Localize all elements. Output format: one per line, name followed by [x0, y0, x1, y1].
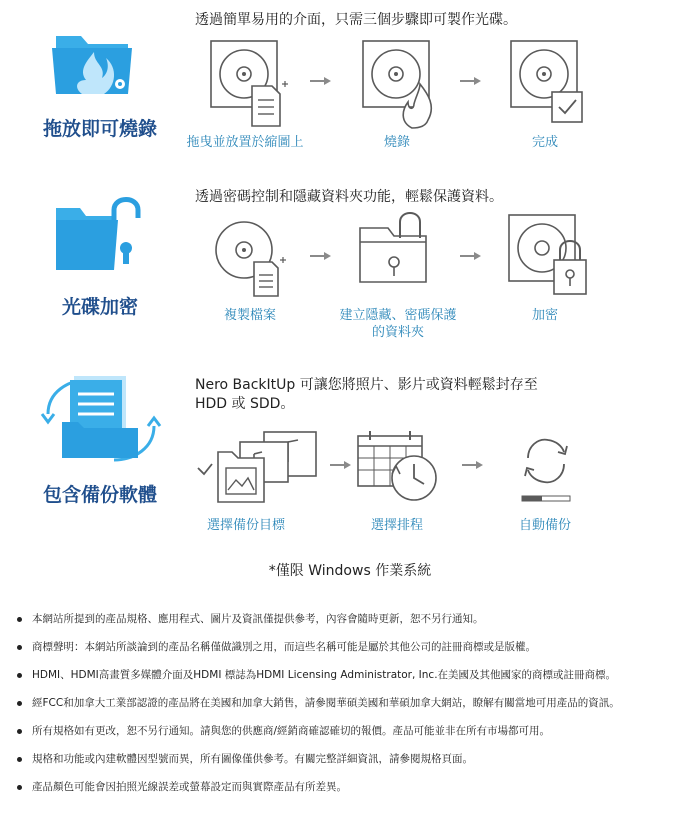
- disc-burn-icon: [362, 40, 442, 132]
- folder-lock-icon: [356, 212, 436, 292]
- section-title: 包含備份軟體: [42, 484, 157, 506]
- disc-lock-icon: [508, 214, 588, 298]
- list-item: 規格和功能或內建軟體因型號而異，所有圖像僅供參考。有關完整詳細資訊，請參閱規格頁面。: [14, 750, 684, 768]
- folder-fire-icon: [48, 14, 148, 106]
- disc-document-icon: [210, 40, 290, 130]
- arrow-icon: [462, 460, 484, 470]
- os-footnote: *僅限 Windows 作業系統: [268, 563, 432, 579]
- section-title: 光碟加密: [61, 296, 138, 318]
- step-label: 拖曳並放置於縮圖上: [186, 135, 304, 150]
- step-label: 選擇備份目標: [206, 518, 285, 533]
- list-item: 產品顏色可能會因拍照光線誤差或螢幕設定而與實際產品有所差異。: [14, 778, 684, 796]
- arrow-icon: [460, 251, 482, 261]
- section-headline: 透過簡單易用的介面，只需三個步驟即可製作光碟。: [195, 12, 517, 28]
- arrow-icon: [460, 76, 482, 86]
- headline-line: HDD 或 SDD。: [195, 396, 295, 412]
- list-item: 經FCC和加拿大工業部認證的產品將在美國和加拿大銷售，請參閱華碩美國和華碩加拿大網站，瞭解有關當地可用產品的資訊。: [14, 694, 684, 712]
- step-label: [318, 307, 478, 341]
- list-item: 商標聲明：本網站所談論到的產品名稱僅做識別之用，而這些名稱可能是屬於其他公司的註冊商標或是版權。: [14, 638, 684, 656]
- step-label: 選擇排程: [370, 518, 423, 533]
- headline-line: Nero BackItUp 可讓您將照片、影片或資料輕鬆封存至: [195, 377, 538, 393]
- files-select-icon: [194, 428, 322, 508]
- disc-check-icon: [510, 40, 586, 126]
- step-label: 自動備份: [518, 518, 571, 533]
- section-headline: 透過密碼控制和隱藏資料夾功能，輕鬆保護資料。: [195, 189, 503, 205]
- sync-progress-icon: [516, 430, 574, 506]
- step-label-line: 的資料夾: [371, 325, 424, 340]
- step-label: 加密: [531, 308, 558, 323]
- arrow-icon: [310, 76, 332, 86]
- arrow-icon: [310, 251, 332, 261]
- section-title: 拖放即可燒錄: [42, 118, 157, 140]
- step-label: 燒錄: [383, 135, 410, 150]
- disc-document-icon: [212, 218, 290, 298]
- step-label-line: 建立隱藏、密碼保護: [339, 308, 457, 323]
- calendar-clock-icon: [356, 430, 442, 506]
- list-item: HDMI、HDMI高畫質多媒體介面及HDMI 標誌為HDMI Licensing Administrator, Inc.在美國及其他國家的商標或註冊商標。: [14, 666, 684, 684]
- list-item: 本網站所提到的產品規格、應用程式、圖片及資訊僅提供參考，內容會隨時更新，恕不另行通知。: [14, 610, 684, 628]
- arrow-icon: [330, 460, 352, 470]
- list-item: 所有規格如有更改，恕不另行通知。請與您的供應商/經銷商確認確切的報價。產品可能並非在所有市場都可用。: [14, 722, 684, 740]
- folder-lock-icon: [52, 190, 150, 278]
- step-label: 複製檔案: [223, 308, 276, 323]
- folder-cycle-icon: [38, 370, 164, 470]
- step-label: 完成: [531, 135, 558, 150]
- disclaimer-list: [14, 610, 684, 806]
- section-headline: [195, 376, 538, 414]
